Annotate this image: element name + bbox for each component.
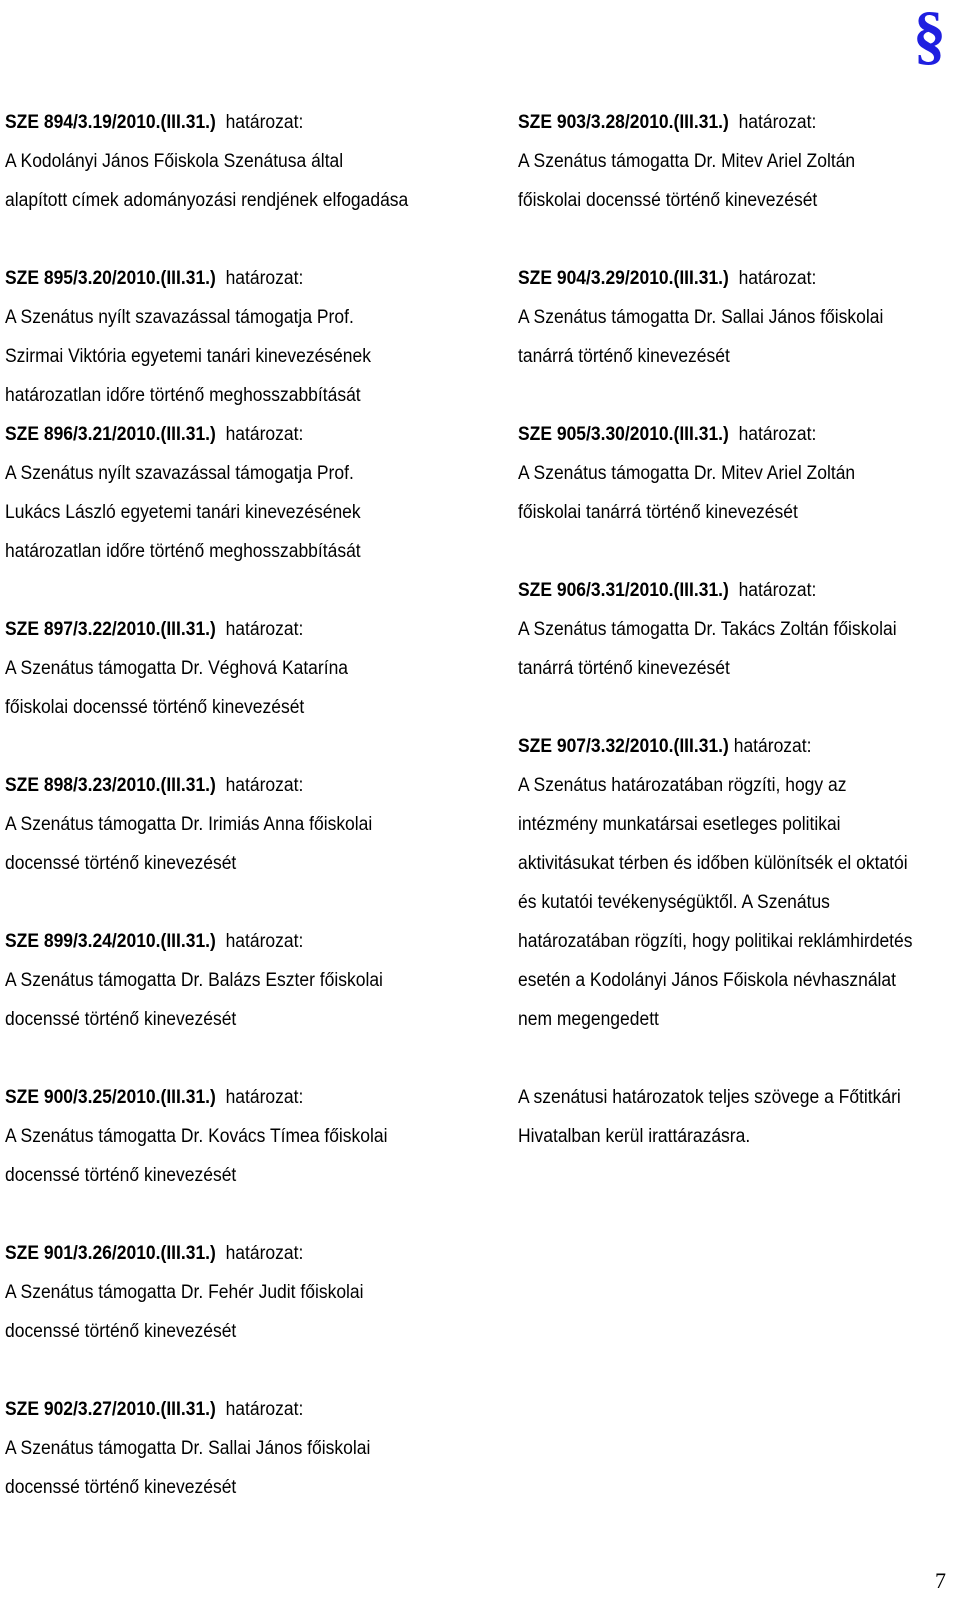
- resolution-code: SZE 905/3.30/2010.(III.31.): [518, 424, 729, 445]
- resolution-text: Szirmai Viktória egyetemi tanári kinevezésének: [5, 346, 371, 367]
- resolution-code: SZE 904/3.29/2010.(III.31.): [518, 268, 729, 289]
- resolution-heading: [5, 415, 437, 454]
- resolution-heading: [5, 610, 437, 649]
- section-mark-icon: §: [913, 0, 946, 72]
- resolution-label: határozat:: [225, 619, 304, 640]
- resolution-text: A Szenátus támogatta Dr. Mitev Ariel Zoltán: [518, 463, 856, 484]
- resolution-label: határozat:: [738, 424, 817, 445]
- resolution-text: A Szenátus támogatta Dr. Sallai János főiskolai: [5, 1438, 371, 1459]
- resolution-heading: [5, 922, 437, 961]
- resolution-text: főiskolai docenssé történő kinevezését: [5, 697, 305, 718]
- resolution-label: határozat:: [225, 931, 304, 952]
- resolution-heading: [5, 103, 437, 142]
- resolution-heading: [5, 1390, 437, 1429]
- right-column: [518, 103, 958, 1156]
- resolution-heading: [518, 727, 923, 766]
- resolution-text: docenssé történő kinevezését: [5, 1009, 237, 1030]
- resolution-block: [5, 1078, 475, 1195]
- resolution-text: Lukács László egyetemi tanári kinevezésének: [5, 502, 361, 523]
- resolution-code: SZE 902/3.27/2010.(III.31.): [5, 1399, 216, 1420]
- resolution-label: határozat:: [225, 1087, 304, 1108]
- resolution-block: [5, 103, 475, 220]
- resolution-block: [5, 1234, 475, 1351]
- resolution-text: nem megengedett: [518, 1009, 659, 1030]
- resolution-text: docenssé történő kinevezését: [5, 1477, 237, 1498]
- resolution-text: A Szenátus támogatta Dr. Mitev Ariel Zoltán: [518, 151, 856, 172]
- resolution-text: docenssé történő kinevezését: [5, 1321, 237, 1342]
- resolution-text: A Szenátus támogatta Dr. Balázs Eszter főiskolai: [5, 970, 383, 991]
- resolution-block: [5, 259, 475, 415]
- resolution-text: határozatlan időre történő meghosszabbítását: [5, 541, 361, 562]
- resolution-label: határozat:: [225, 1399, 304, 1420]
- resolution-code: SZE 899/3.24/2010.(III.31.): [5, 931, 216, 952]
- resolution-heading: [518, 103, 923, 142]
- resolution-block: [518, 415, 958, 532]
- resolution-label: határozat:: [225, 268, 304, 289]
- resolution-text: A Szenátus támogatta Dr. Fehér Judit főiskolai: [5, 1282, 364, 1303]
- resolution-code: SZE 895/3.20/2010.(III.31.): [5, 268, 216, 289]
- resolution-text: A Szenátus támogatta Dr. Takács Zoltán főiskolai: [518, 619, 897, 640]
- resolution-text: esetén a Kodolányi János Főiskola névhasználat: [518, 970, 897, 991]
- left-column: [5, 103, 475, 1507]
- resolution-block: [518, 103, 958, 220]
- resolution-block: [518, 727, 958, 1039]
- resolution-text: határozatában rögzíti, hogy politikai reklámhirdetés: [518, 931, 913, 952]
- resolution-text: tanárrá történő kinevezését: [518, 658, 730, 679]
- resolution-heading: [5, 259, 437, 298]
- resolution-text: alapított címek adományozási rendjének elfogadása: [5, 190, 409, 211]
- resolution-text: határozatlan időre történő meghosszabbítását: [5, 385, 361, 406]
- resolution-heading: [5, 1078, 437, 1117]
- resolution-heading: [518, 571, 923, 610]
- resolution-text: A Szenátus nyílt szavazással támogatja Prof.: [5, 463, 354, 484]
- resolution-code: SZE 894/3.19/2010.(III.31.): [5, 112, 216, 133]
- resolution-label: határozat:: [225, 1243, 304, 1264]
- resolution-block: [5, 415, 475, 571]
- resolution-text: A Kodolányi János Főiskola Szenátusa által: [5, 151, 344, 172]
- resolution-block: [5, 766, 475, 883]
- resolution-label: határozat:: [225, 424, 304, 445]
- resolution-code: SZE 906/3.31/2010.(III.31.): [518, 580, 729, 601]
- resolution-text: A Szenátus támogatta Dr. Véghová Katarína: [5, 658, 349, 679]
- resolution-text: főiskolai docenssé történő kinevezését: [518, 190, 818, 211]
- resolution-block: [5, 610, 475, 727]
- resolution-text: A Szenátus nyílt szavazással támogatja Prof.: [5, 307, 354, 328]
- resolution-text: főiskolai tanárrá történő kinevezését: [518, 502, 798, 523]
- resolution-block: [5, 922, 475, 1039]
- resolution-label: határozat:: [738, 112, 817, 133]
- resolution-text: A Szenátus támogatta Dr. Kovács Tímea főiskolai: [5, 1126, 388, 1147]
- resolution-label: határozat:: [738, 268, 817, 289]
- closing-note-text: A szenátusi határozatok teljes szövege a Főtitkári: [518, 1087, 901, 1108]
- resolution-code: SZE 907/3.32/2010.(III.31.): [518, 736, 729, 757]
- resolution-heading: [5, 1234, 437, 1273]
- resolution-code: SZE 897/3.22/2010.(III.31.): [5, 619, 216, 640]
- resolution-block: [518, 571, 958, 688]
- resolution-code: SZE 896/3.21/2010.(III.31.): [5, 424, 216, 445]
- resolution-text: docenssé történő kinevezését: [5, 1165, 237, 1186]
- resolution-text: aktivitásukat térben és időben különítsék el oktatói: [518, 853, 908, 874]
- resolution-code: SZE 898/3.23/2010.(III.31.): [5, 775, 216, 796]
- resolution-block: [518, 259, 958, 376]
- resolution-text: A Szenátus határozatában rögzíti, hogy az: [518, 775, 847, 796]
- resolution-block: [5, 1390, 475, 1507]
- page-number: 7: [935, 1568, 946, 1593]
- resolution-label: határozat:: [225, 112, 304, 133]
- resolution-text: és kutatói tevékenységüktől. A Szenátus: [518, 892, 830, 913]
- resolution-text: tanárrá történő kinevezését: [518, 346, 730, 367]
- resolution-text: A Szenátus támogatta Dr. Irimiás Anna főiskolai: [5, 814, 373, 835]
- resolution-heading: [518, 415, 923, 454]
- resolution-label: határozat:: [225, 775, 304, 796]
- resolution-heading: [518, 259, 923, 298]
- resolution-code: SZE 901/3.26/2010.(III.31.): [5, 1243, 216, 1264]
- resolution-heading: [5, 766, 437, 805]
- resolution-label: határozat:: [738, 580, 817, 601]
- resolution-code: SZE 903/3.28/2010.(III.31.): [518, 112, 729, 133]
- closing-note: [518, 1078, 958, 1156]
- resolution-label: határozat:: [733, 736, 812, 757]
- resolution-code: SZE 900/3.25/2010.(III.31.): [5, 1087, 216, 1108]
- resolution-text: docenssé történő kinevezését: [5, 853, 237, 874]
- closing-note-text: Hivatalban kerül irattárazásra.: [518, 1126, 751, 1147]
- resolution-text: intézmény munkatársai esetleges politikai: [518, 814, 841, 835]
- resolution-text: A Szenátus támogatta Dr. Sallai János főiskolai: [518, 307, 884, 328]
